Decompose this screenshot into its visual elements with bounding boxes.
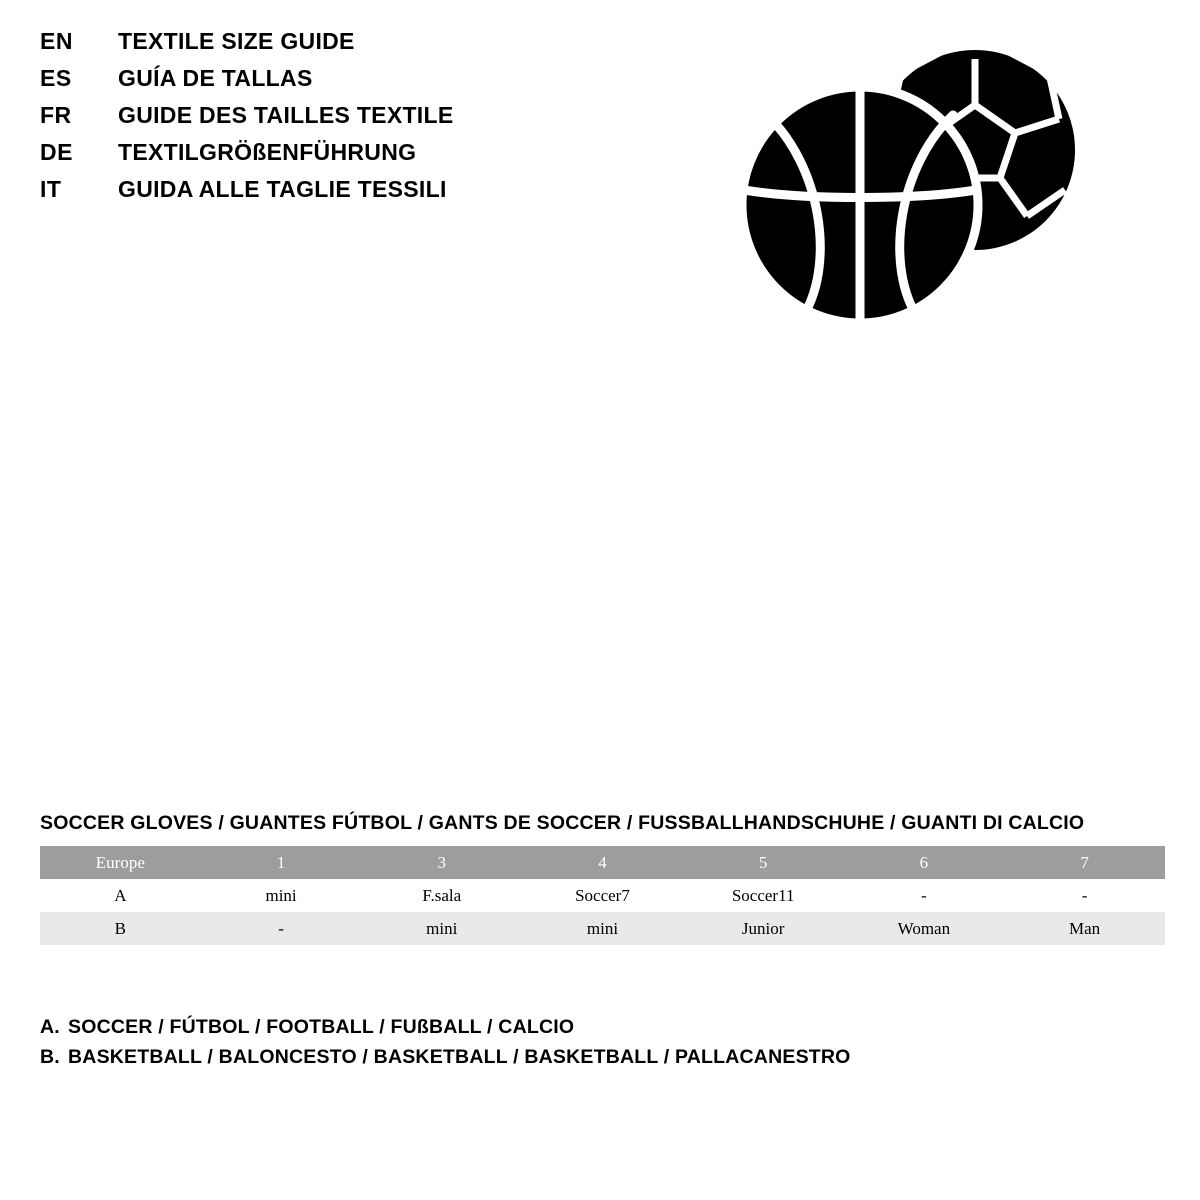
language-code: FR	[40, 102, 72, 128]
legend-key: B.	[40, 1046, 60, 1068]
table-cell: Woman	[844, 912, 1005, 945]
table-cell: mini	[201, 879, 362, 912]
table-header-row	[40, 846, 1165, 879]
table-cell: Junior	[683, 912, 844, 945]
language-label: TEXTILE SIZE GUIDE	[118, 28, 355, 54]
language-row-it	[40, 178, 660, 215]
language-label: GUIDE DES TAILLES TEXTILE	[118, 102, 454, 128]
table-cell: -	[844, 879, 1005, 912]
legend-label: BASKETBALL / BALONCESTO / BASKETBALL / BASKETBALL / PALLACANESTRO	[68, 1046, 851, 1068]
language-label: TEXTILGRÖßENFÜHRUNG	[118, 139, 417, 165]
language-row-en	[40, 30, 660, 67]
table-row-label: B	[40, 912, 201, 945]
language-label: GUÍA DE TALLAS	[118, 65, 313, 91]
language-row-de	[40, 141, 660, 178]
table-cell: -	[1004, 879, 1165, 912]
table-header-cell: 1	[201, 846, 362, 879]
table-header-cell: 5	[683, 846, 844, 879]
legend-label: SOCCER / FÚTBOL / FOOTBALL / FUßBALL / CALCIO	[68, 1016, 575, 1038]
table-header-cell: 3	[361, 846, 522, 879]
language-code: DE	[40, 139, 73, 165]
table-header-cell: Europe	[40, 846, 201, 879]
language-row-fr	[40, 104, 660, 141]
language-label: GUIDA ALLE TAGLIE TESSILI	[118, 176, 447, 202]
table-cell: mini	[522, 912, 683, 945]
table-header-cell: 7	[1004, 846, 1165, 879]
table-cell: Soccer7	[522, 879, 683, 912]
language-row-es	[40, 67, 660, 104]
table-header-cell: 4	[522, 846, 683, 879]
table-header-cell: 6	[844, 846, 1005, 879]
table-cell: Man	[1004, 912, 1165, 945]
table-cell: Soccer11	[683, 879, 844, 912]
language-list	[40, 30, 660, 215]
table-cell: -	[201, 912, 362, 945]
table-cell: F.sala	[361, 879, 522, 912]
legend-item-a	[40, 1018, 1140, 1048]
table-row-label: A	[40, 879, 201, 912]
table-cell: mini	[361, 912, 522, 945]
table-row	[40, 912, 1165, 945]
legend	[40, 1018, 1140, 1078]
legend-item-b	[40, 1048, 1140, 1078]
table-row	[40, 879, 1165, 912]
size-table	[40, 846, 1165, 945]
legend-key: A.	[40, 1016, 60, 1038]
language-code: IT	[40, 176, 62, 202]
basketball-and-soccer-ball-icon	[725, 45, 1095, 330]
language-code: EN	[40, 28, 73, 54]
table-title: SOCCER GLOVES / GUANTES FÚTBOL / GANTS DE SOCCER / FUSSBALLHANDSCHUHE / GUANTI DI CALCIO	[40, 812, 1085, 834]
size-table-section	[40, 812, 1165, 945]
language-code: ES	[40, 65, 72, 91]
